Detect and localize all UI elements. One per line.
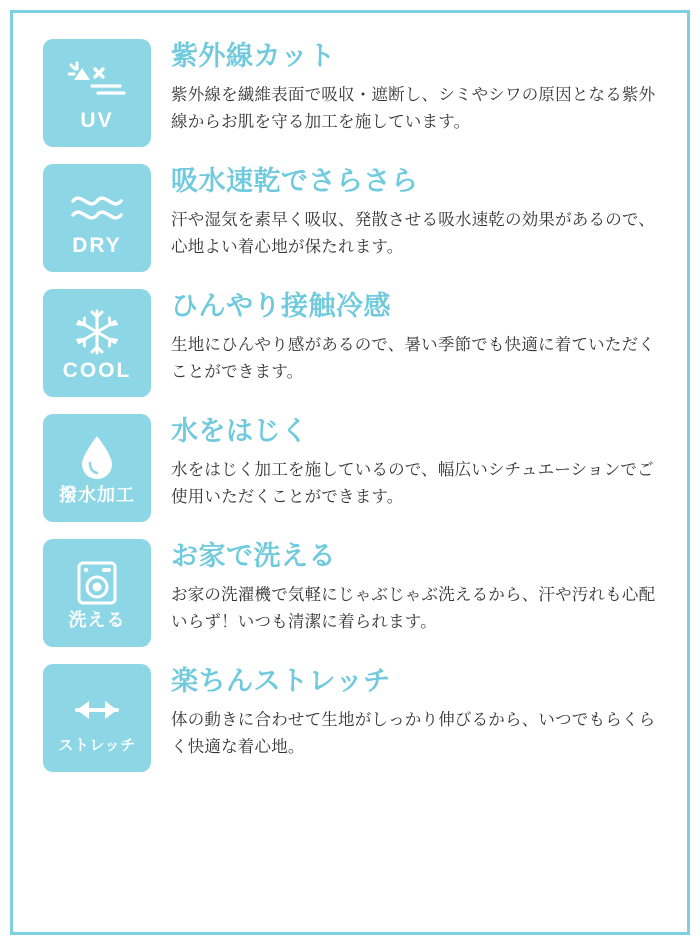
feature-item-cool — [43, 289, 657, 397]
icon-tile-uv — [43, 39, 151, 147]
feature-body-water-repellent — [171, 414, 657, 510]
feature-item-washable — [43, 539, 657, 647]
feature-item-uv — [43, 39, 657, 147]
icon-tile-dry — [43, 164, 151, 272]
feature-title-cool: ひんやり接触冷感 — [171, 291, 391, 321]
feature-item-dry — [43, 164, 657, 272]
feature-description-water-repellent: 水をはじく加工を施しているので、幅広いシチュエーションでご使用いただくことができます。 — [171, 461, 654, 506]
icon-label-dry: DRY — [72, 233, 122, 257]
feature-description-stretch: 体の動きに合わせて生地がしっかり伸びるから、いつでもらくらく快適な着心地。 — [171, 711, 656, 756]
washing-machine-icon — [71, 557, 123, 609]
icon-tile-cool — [43, 289, 151, 397]
icon-tile-water-repellent — [43, 414, 151, 522]
water-repellent-droplet-icon — [77, 432, 117, 484]
feature-body-cool — [171, 289, 657, 385]
uv-sun-block-icon — [68, 56, 126, 108]
feature-description-washable: お家の洗濯機で気軽にじゃぶじゃぶ洗えるから、汗や汚れも心配いらず！いつも清潔に着られます。 — [171, 586, 656, 631]
feature-body-washable — [171, 539, 657, 635]
icon-label-stretch: ストレッチ — [58, 736, 136, 754]
icon-label-washable: 洗える — [68, 610, 126, 630]
feature-description-uv: 紫外線を繊維表面で吸収・遮断し、シミやシワの原因となる紫外線からお肌を守る加工を施しています。 — [171, 86, 656, 131]
feature-list — [43, 39, 657, 772]
cool-snowflake-icon — [73, 306, 121, 358]
feature-item-stretch — [43, 664, 657, 772]
icon-label-water-repellent: 撥水加工 — [59, 485, 135, 505]
feature-description-dry: 汗や湿気を素早く吸収、発散させる吸水速乾の効果があるので、心地よい着心地が保たれます。 — [171, 211, 655, 256]
feature-title-washable: お家で洗える — [171, 541, 336, 571]
feature-item-water-repellent — [43, 414, 657, 522]
feature-title-uv: 紫外線カット — [171, 41, 336, 71]
stretch-arrows-icon — [65, 684, 129, 736]
icon-label-uv: UV — [80, 108, 114, 132]
feature-description-cool: 生地にひんやり感があるので、暑い季節でも快適に着ていただくことができます。 — [171, 336, 655, 381]
feature-body-dry — [171, 164, 657, 260]
dry-waves-icon — [69, 181, 125, 233]
icon-tile-stretch — [43, 664, 151, 772]
feature-panel — [10, 10, 690, 935]
icon-label-cool: COOL — [62, 358, 132, 382]
feature-title-stretch: 楽ちんストレッチ — [171, 666, 391, 696]
feature-title-dry: 吸水速乾でさらさら — [171, 166, 419, 196]
icon-tile-washable — [43, 539, 151, 647]
feature-body-stretch — [171, 664, 657, 760]
feature-body-uv — [171, 39, 657, 135]
feature-title-water-repellent: 水をはじく — [171, 416, 309, 446]
